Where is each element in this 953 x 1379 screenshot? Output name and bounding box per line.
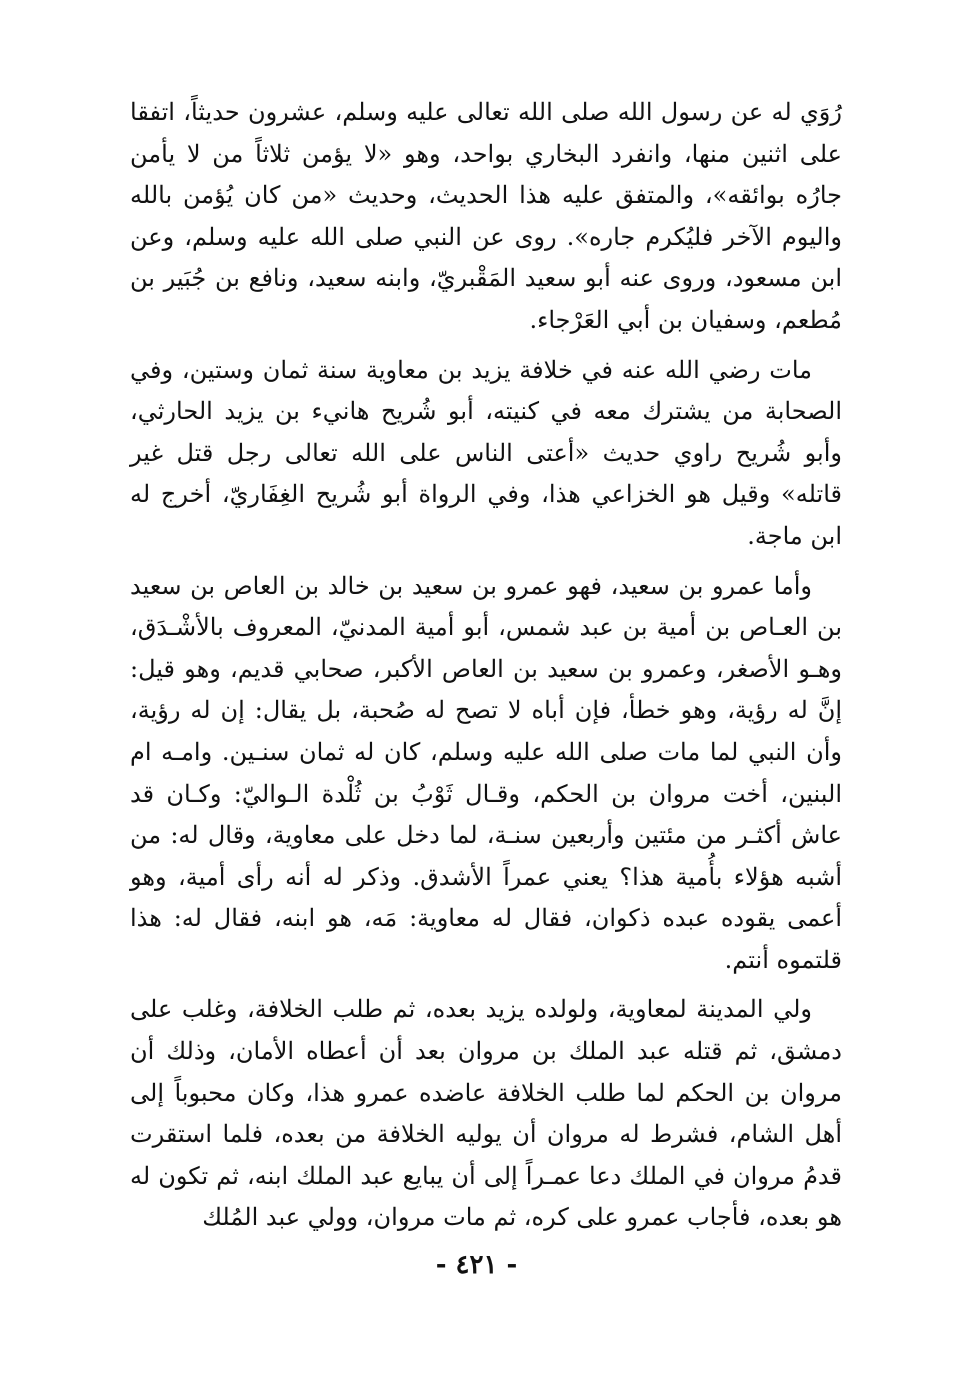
paragraph-2: مات رضي الله عنه في خلافة يزيد بن معاوية سنة ثمان وستين، وفي الصحابة من يشترك معه في كنيته، أبو شُريح هانيء بن يزيد الحارثي، وأبو شُريح راوي حديث «أعتى الناس على الله تعالى رجل قتل غير قاتله» وقيل هو الخزاعي هذا، وفي الرواة أبو شُريح الغِفَاريّ، أخرج له ابن ماجة. <box>130 355 842 550</box>
page-number: - ٤٢١ - <box>435 1250 518 1280</box>
paragraph-1: رُوَي له عن رسول الله صلى الله تعالى عليه وسلم، عشرون حديثاً، اتفقا على اثنين منها، وانفرد البخاري بواحد، وهو «لا يؤمن ثلاثاً من لا يأمن جارُه بوائقه»، والمتفق عليه هذا الحديث، وحديث «من كان يُؤمن بالله واليوم الآخر فليُكرم جاره». روى عن النبي صلى الله عليه وسلم، وعن ابن مسعود، وروى عنه أبو سعيد المَقْبريّ، وابنه سعيد، ونافع بن جُبَير بن مُطعم، وسفيان بن أبي العَرْجاء. <box>130 98 842 334</box>
paragraph-3: وأما عمرو بن سعيد، فهو عمرو بن سعيد بن خالد بن العاص بن سعيد بن العـاص بن أمية بن عبد شمس، أبو أمية المدنيّ، المعروف بالأشْـدَق، وهـو الأصغر، وعمرو بن سعيد بن العاص الأكبر، صحابي قديم، وهو قيل: إنَّ له رؤية، وهو خطأ، فإن أباه لا تصح له صُحبة، بل يقال: إن له رؤية، وأن النبي لما مات صلى الله عليه وسلم، كان له ثمان سنـين. وامـه ام البنين، أخت مروان بن الحكم، وقـال ثَوْبُ بن ثُلْدة الـواليّ: وكـان قد عاش أكثـر من مئتين وأربعين سنـة، لما دخل على معاوية، وقال له: من أشبه هؤلاء بأُمية هذا؟ يعني عمراً الأشدق. وذكر له أنه رأى أمية، وهو أعمى يقوده عبده ذكوان، فقال له معاوية: مَه، هو ابنه، فقال له: هذا قلتموه أنتم. <box>130 571 842 974</box>
paragraph-4: ولي المدينة لمعاوية، ولولده يزيد بعده، ثم طلب الخلافة، وغلب على دمشق، ثم قتله عبد الملك بن مروان بعد أن أعطاه الأمان، وذلك أن مروان بن الحكم لما طلب الخلافة عاضده عمرو هذا، وكان محبوباً إلى أهل الشام، فشرط له مروان أن يوليه الخلافة من بعده، فلما استقرت قدمُ مروان في الملك دعا عمـراً إلى أن يبايع عبد الملك ابنه، ثم تكون له هو بعده، فأجاب عمرو على كره، ثم مات مروان، وولي عبد المُلك <box>130 995 842 1232</box>
document-page <box>130 92 842 1239</box>
